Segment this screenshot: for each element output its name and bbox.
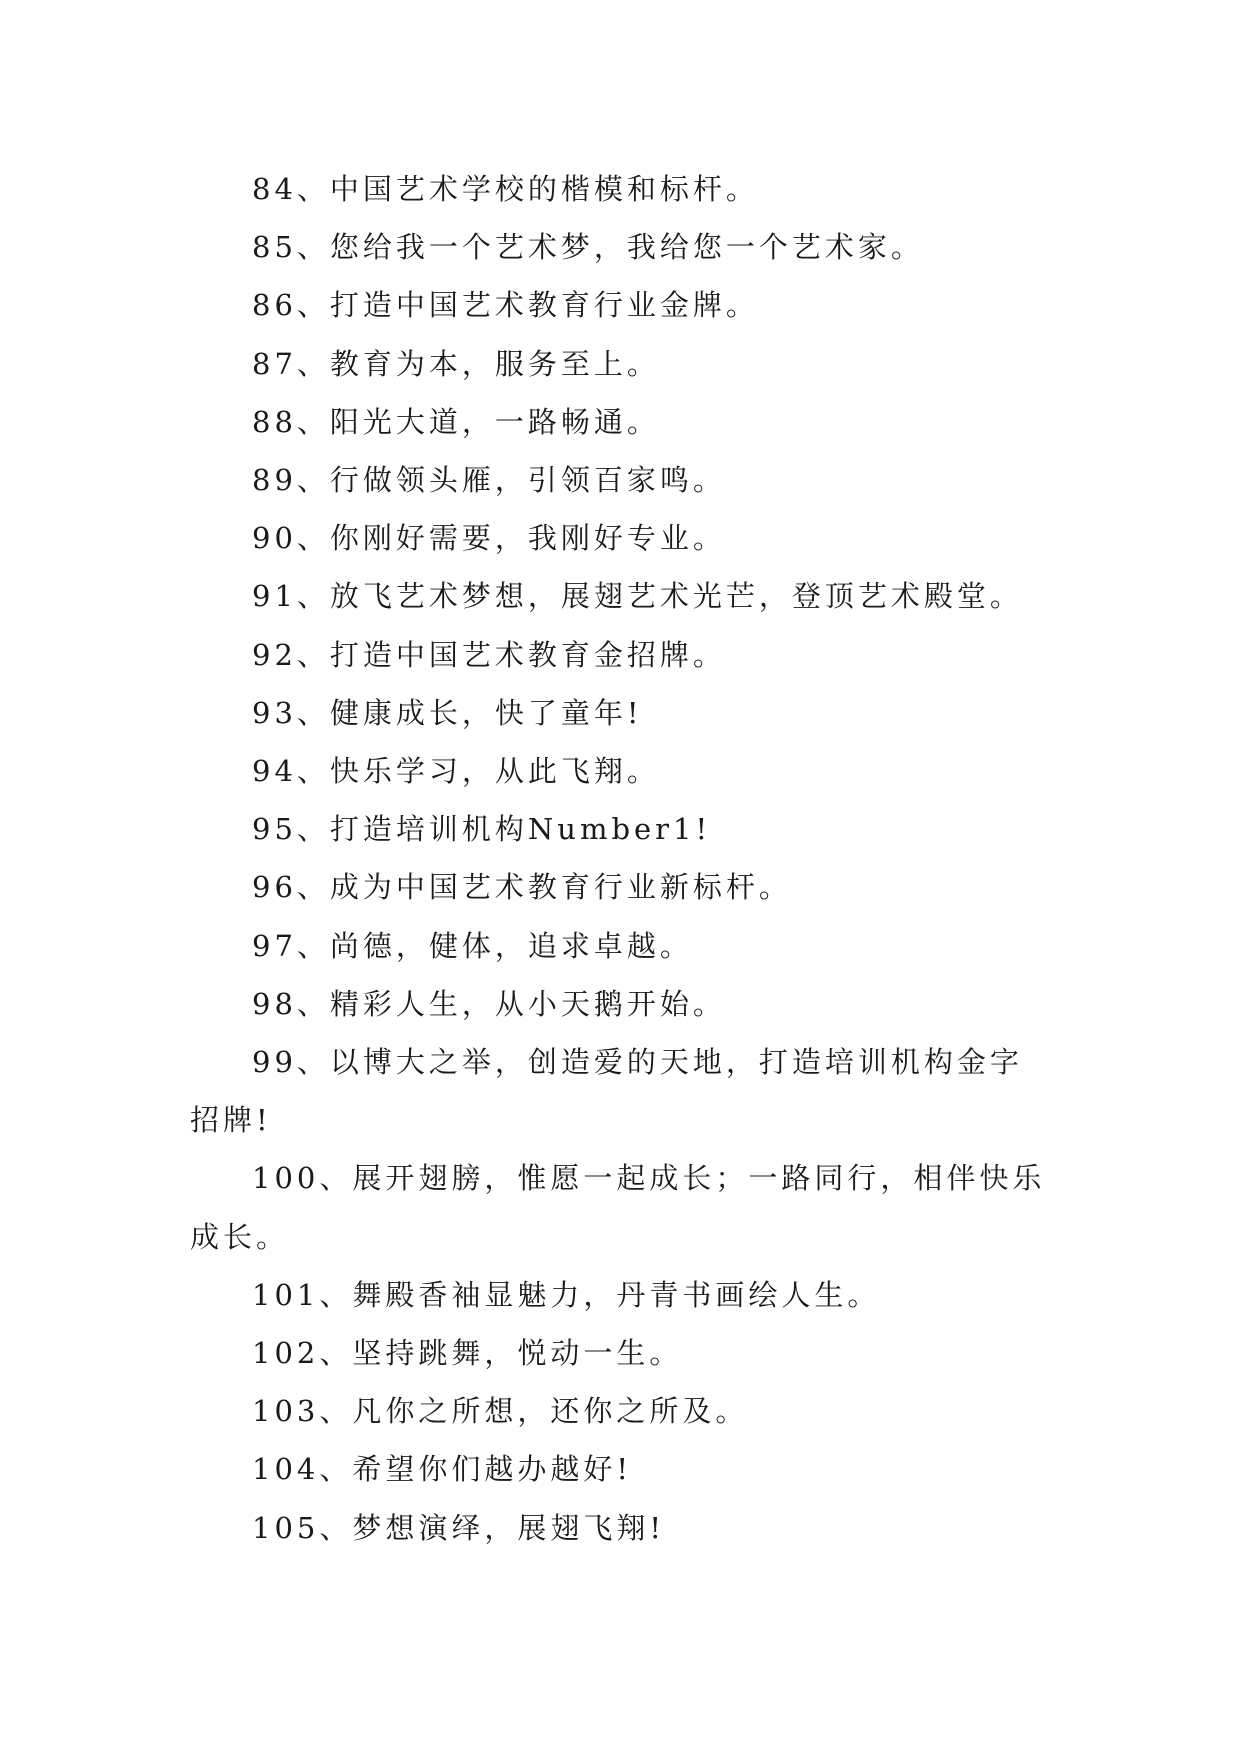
slogan-96: 96、成为中国艺术教育行业新标杆。 xyxy=(252,870,792,905)
slogan-94: 94、快乐学习，从此飞翔。 xyxy=(252,754,660,789)
slogan-104: 104、希望你们越办越好! xyxy=(252,1452,633,1487)
slogan-95: 95、打造培训机构Number1! xyxy=(252,812,712,847)
slogan-102: 102、坚持跳舞，悦动一生。 xyxy=(252,1336,683,1371)
slogan-87: 87、教育为本，服务至上。 xyxy=(252,346,660,381)
slogan-85: 85、您给我一个艺术梦，我给您一个艺术家。 xyxy=(252,230,924,265)
slogan-list xyxy=(190,160,1052,1557)
slogan-97: 97、尚德，健体，追求卓越。 xyxy=(252,928,693,963)
slogan-103: 103、凡你之所想，还你之所及。 xyxy=(252,1394,749,1429)
slogan-84: 84、中国艺术学校的楷模和标杆。 xyxy=(252,172,759,206)
slogan-91: 91、放飞艺术梦想，展翅艺术光芒，登顶艺术殿堂。 xyxy=(252,579,1023,614)
slogan-100: 100、展开翅膀，惟愿一起成长；一路同行，相伴快乐成长。 xyxy=(190,1161,1046,1254)
slogan-101: 101、舞殿香袖显魅力，丹青书画绘人生。 xyxy=(252,1277,881,1312)
slogan-105: 105、梦想演绎，展翅飞翔! xyxy=(252,1510,666,1545)
slogan-89: 89、行做领头雁，引领百家鸣。 xyxy=(252,463,726,498)
slogan-86: 86、打造中国艺术教育行业金牌。 xyxy=(252,288,759,323)
slogan-93: 93、健康成长，快了童年! xyxy=(252,695,643,730)
slogan-98: 98、精彩人生，从小天鹅开始。 xyxy=(252,986,726,1021)
slogan-88: 88、阳光大道，一路畅通。 xyxy=(252,404,660,439)
slogan-90: 90、你刚好需要，我刚好专业。 xyxy=(252,521,726,556)
slogan-92: 92、打造中国艺术教育金招牌。 xyxy=(252,637,726,672)
slogan-99: 99、以博大之举，创造爱的天地，打造培训机构金字招牌! xyxy=(190,1045,1023,1138)
